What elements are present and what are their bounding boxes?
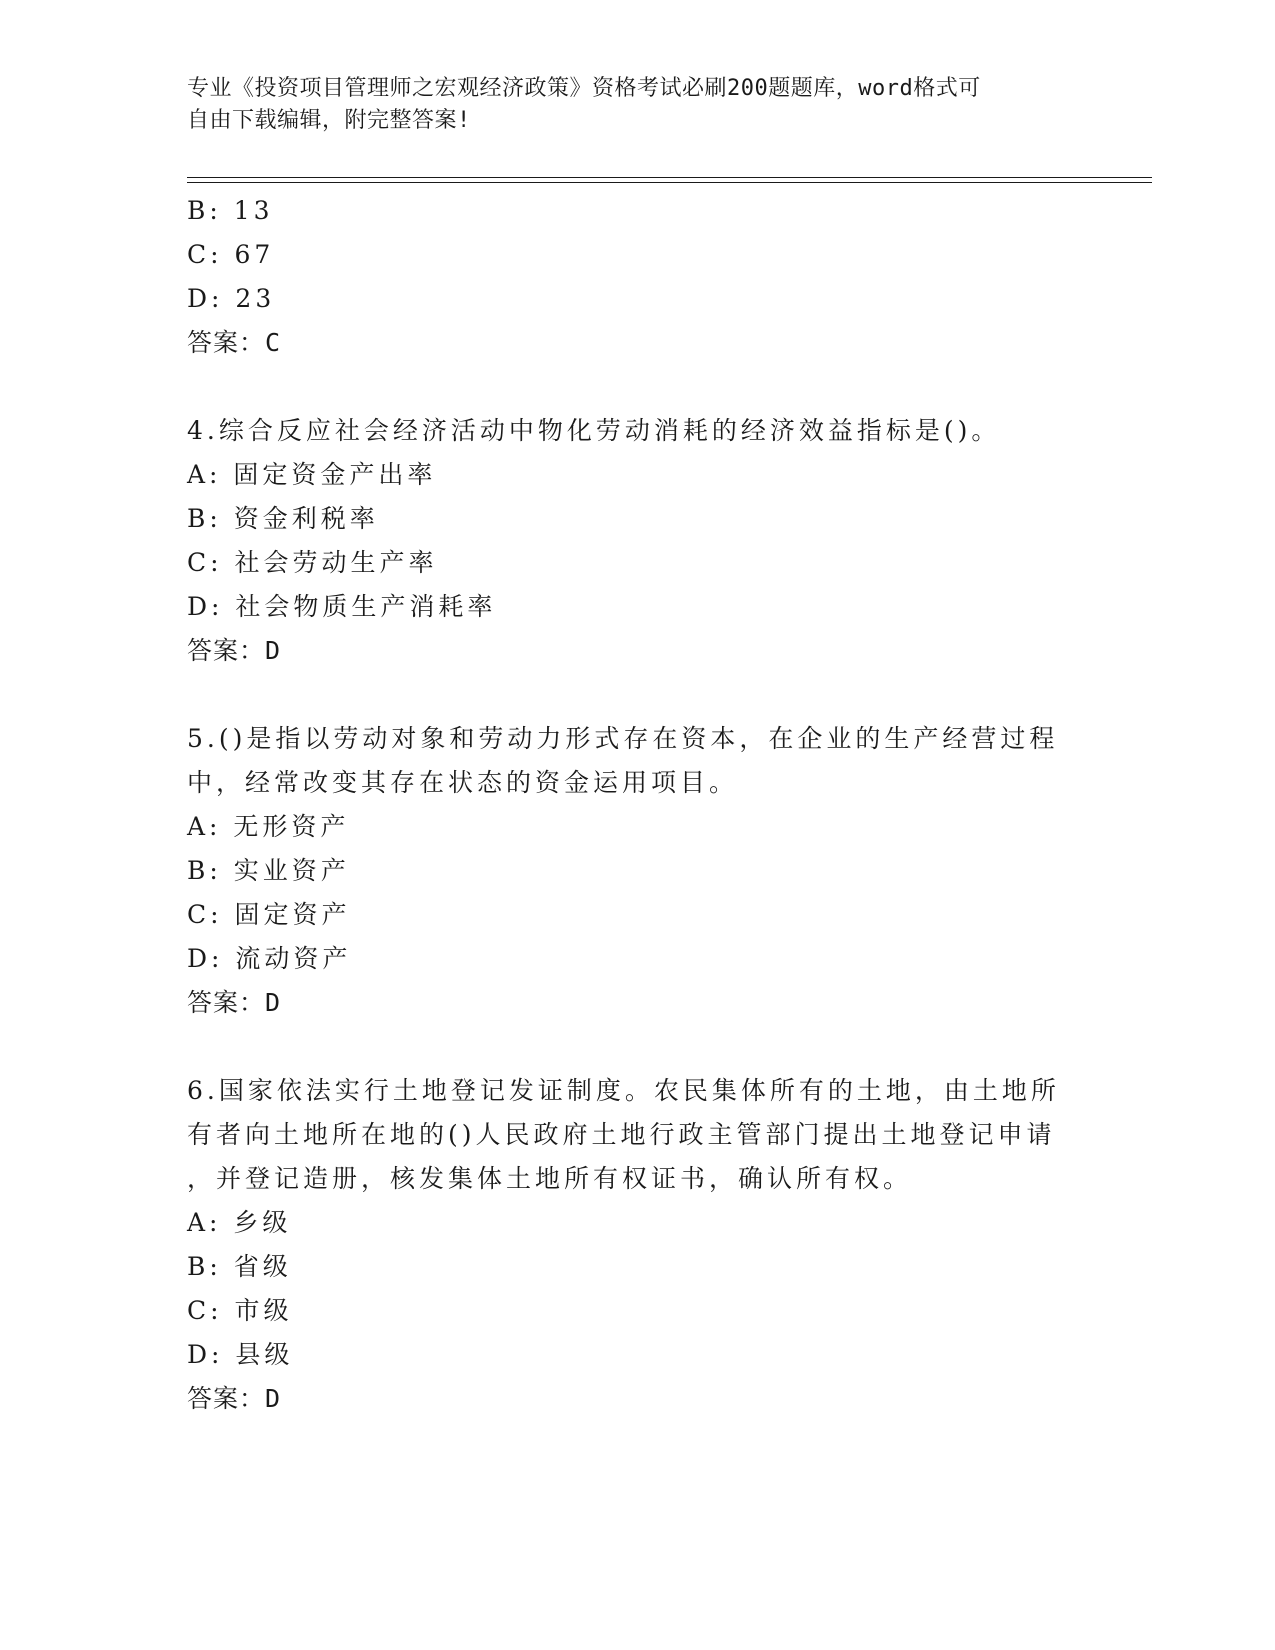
q4-option-c: C: 社会劳动生产率 (187, 548, 438, 577)
q4-stem: 4.综合反应社会经济活动中物化劳动消耗的经济效益指标是()。 (187, 416, 1001, 445)
q3-answer: 答案：C (187, 328, 282, 357)
q6-stem-line-3: ，并登记造册，核发集体土地所有权证书，确认所有权。 (187, 1164, 913, 1193)
q3-option-c: C: 67 (187, 240, 275, 269)
q5-option-b: B: 实业资产 (187, 856, 350, 885)
q3-option-b: B: 13 (187, 196, 274, 225)
q5-stem-line-2: 中，经常改变其存在状态的资金运用项目。 (187, 768, 739, 797)
q6-option-c: C: 市级 (187, 1296, 293, 1325)
header-line-2: 自由下载编辑，附完整答案! (187, 108, 471, 133)
q4-option-d: D: 社会物质生产消耗率 (187, 592, 497, 621)
q5-answer: 答案：D (187, 988, 282, 1017)
q3-option-d: D: 23 (187, 284, 276, 313)
q4-option-b: B: 资金利税率 (187, 504, 379, 533)
q5-option-c: C: 固定资产 (187, 900, 351, 929)
header-divider-top (187, 177, 1152, 178)
q4-answer: 答案：D (187, 636, 282, 665)
q6-answer: 答案：D (187, 1384, 282, 1413)
q6-option-b: B: 省级 (187, 1252, 292, 1281)
q4-option-a: A: 固定资金产出率 (187, 460, 437, 489)
q6-stem-line-1: 6.国家依法实行土地登记发证制度。农民集体所有的土地，由土地所 (187, 1076, 1060, 1105)
q5-stem-line-1: 5.()是指以劳动对象和劳动力形式存在资本，在企业的生产经营过程 (187, 724, 1059, 753)
header-line-1: 专业《投资项目管理师之宏观经济政策》资格考试必刷200题题库，word格式可 (187, 76, 981, 101)
q5-option-a: A: 无形资产 (187, 812, 350, 841)
q6-option-a: A: 乡级 (187, 1208, 292, 1237)
q6-stem-line-2: 有者向土地所在地的()人民政府土地行政主管部门提出土地登记申请 (187, 1120, 1056, 1149)
header-divider-bottom (187, 182, 1152, 183)
q5-option-d: D: 流动资产 (187, 944, 352, 973)
q6-option-d: D: 县级 (187, 1340, 294, 1369)
document-header (187, 73, 1067, 137)
